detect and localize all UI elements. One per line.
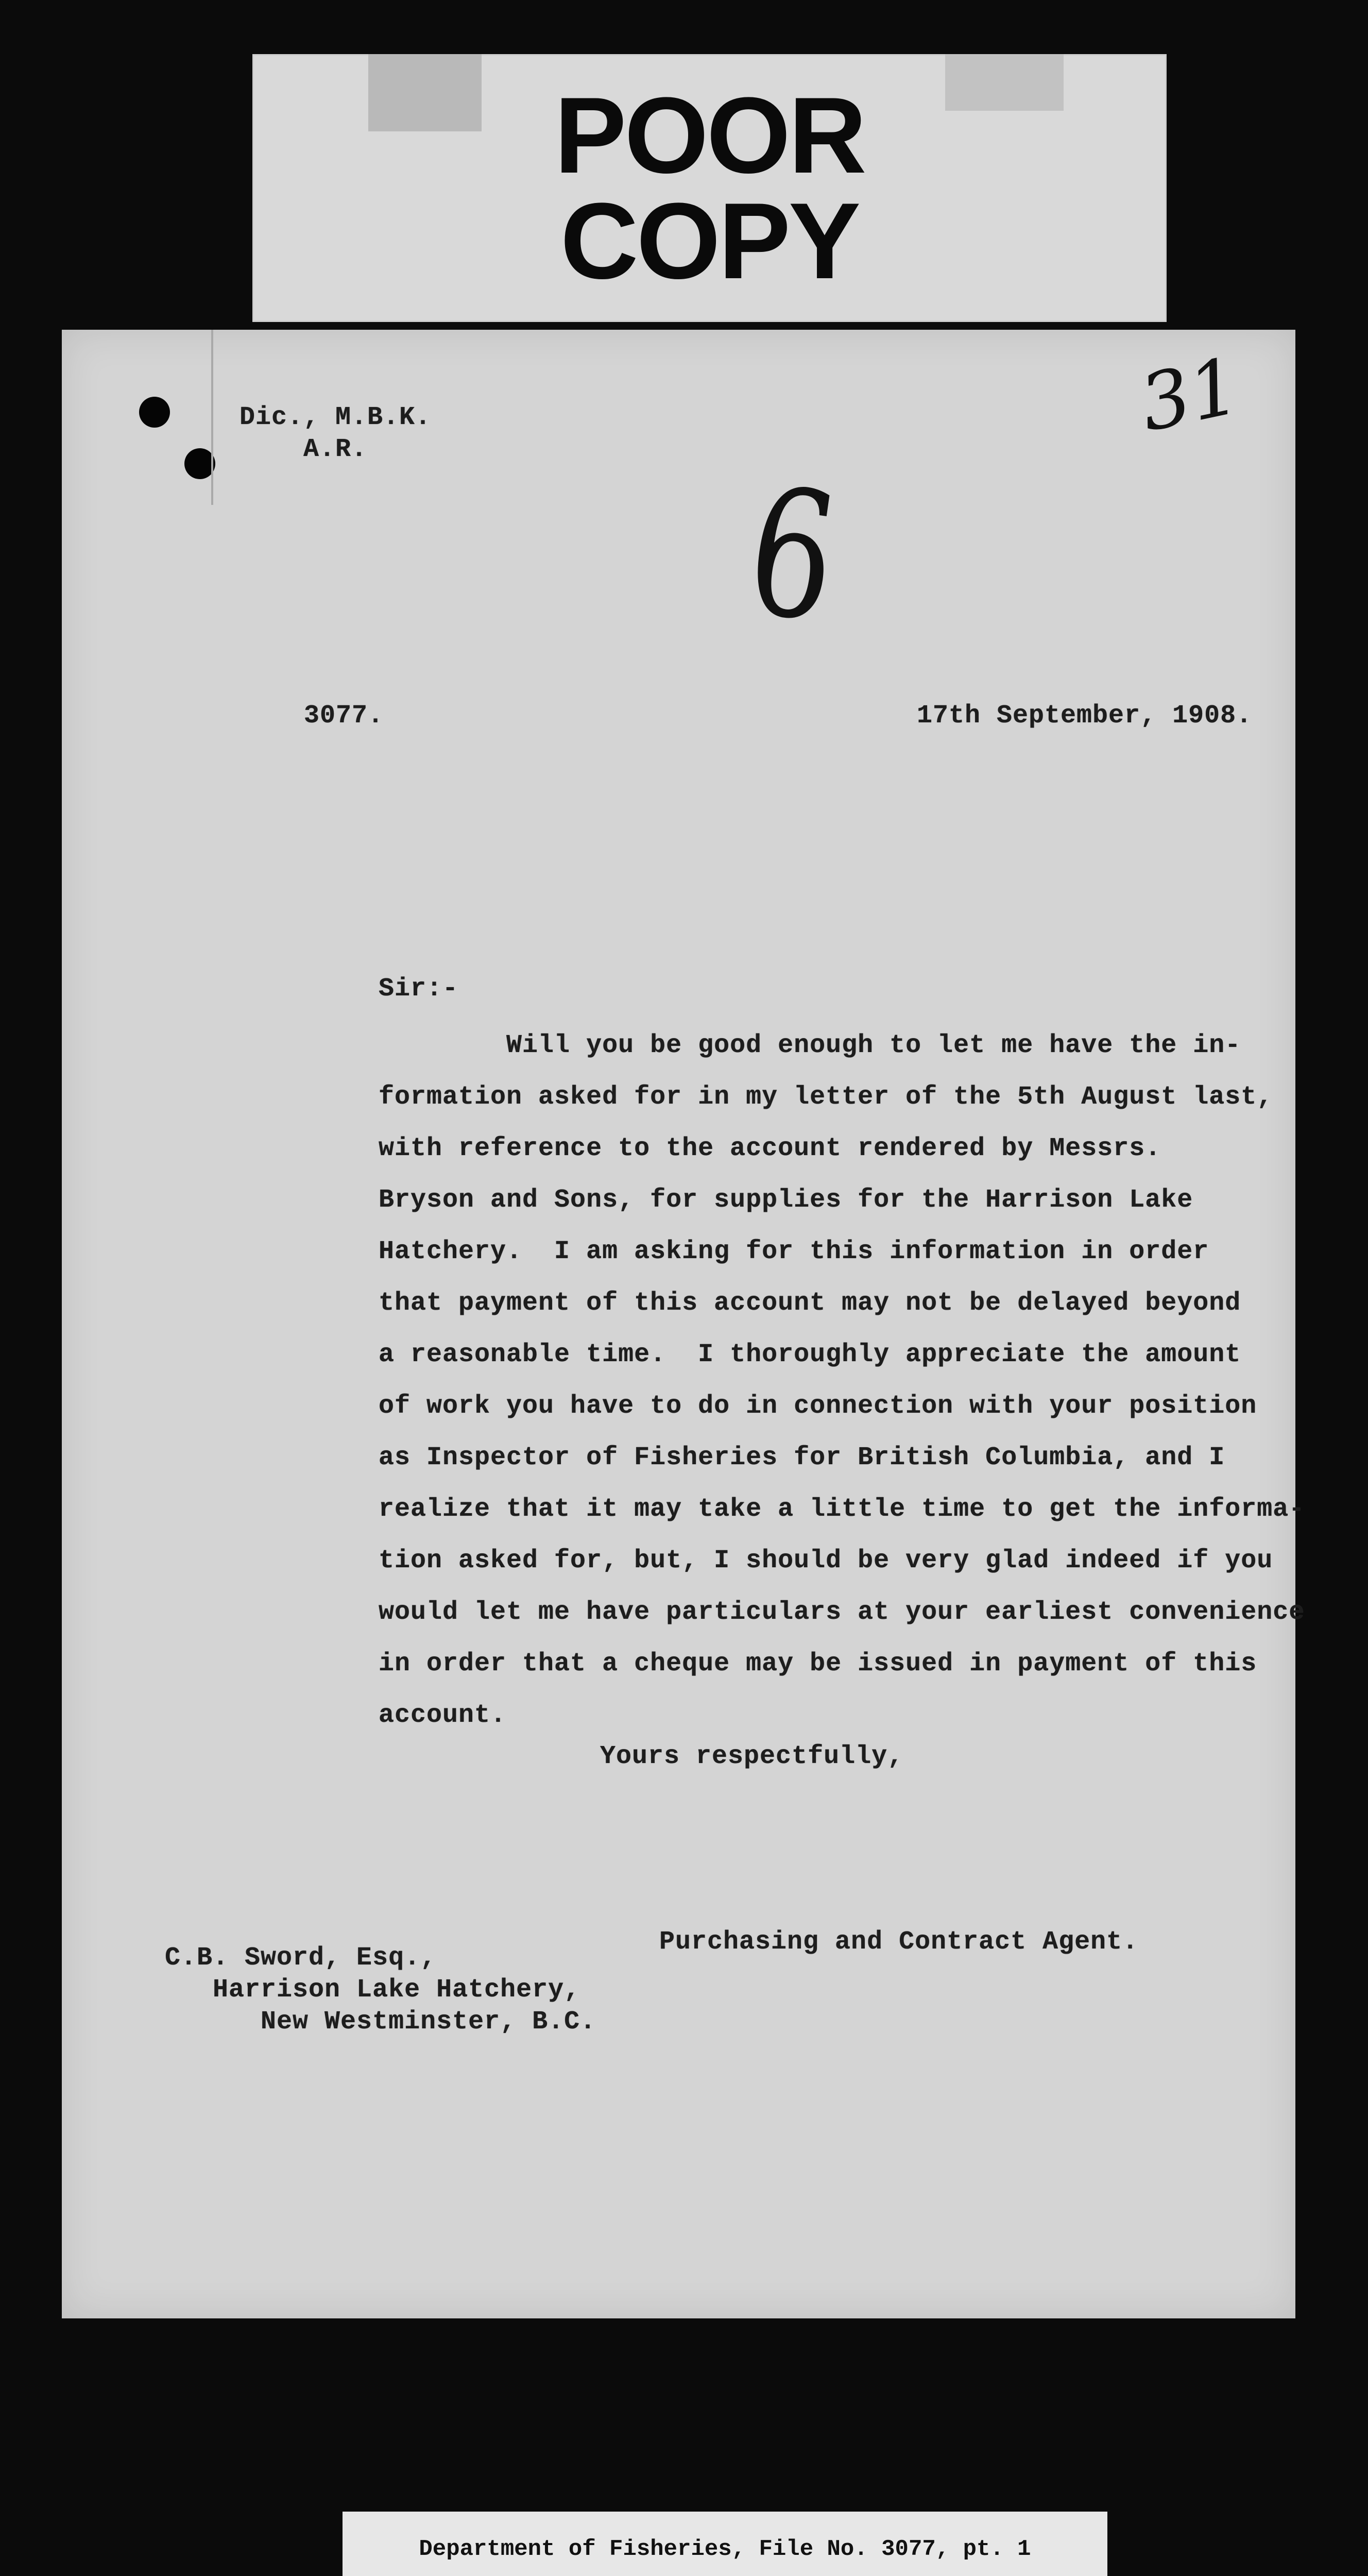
poor-copy-line-1: POOR bbox=[554, 75, 865, 196]
punch-hole bbox=[184, 448, 215, 479]
reference-initials: Dic., M.B.K. A.R. bbox=[240, 403, 432, 464]
fold-line bbox=[211, 330, 213, 505]
tape-strip bbox=[368, 54, 482, 131]
file-number: 3077. bbox=[304, 701, 384, 731]
recipient-address: C.B. Sword, Esq., Harrison Lake Hatchery, New Westminster, B.C. bbox=[165, 1943, 596, 2037]
handwritten-mark: 6 bbox=[737, 448, 848, 663]
letter-page bbox=[62, 330, 1305, 2318]
letter-date: 17th September, 1908. bbox=[917, 701, 1253, 731]
signature-title: Purchasing and Contract Agent. bbox=[659, 1927, 1139, 1957]
archive-file-label: Department of Fisheries, File No. 3077, pt. 1 bbox=[343, 2512, 1107, 2576]
punch-hole bbox=[139, 397, 170, 428]
letter-body: Will you be good enough to let me have the in- formation asked for in my letter of the 5th August last, with reference to the account rendered by Messrs. Bryson and Sons, for supplies for the Harrison Lake Hatchery. I am asking for this information in order that payment of this account may not be delayed beyond a reasonable time. I thoroughly appreciate the amount of work you have to do in connection with your position as Inspector of Fisheries for British Columbia, and I realize that it may take a little time to get the informa- tion asked for, but, I should be very glad indeed if you would let me have particulars at your earliest convenience in order that a cheque may be issued in payment of this account. bbox=[379, 1031, 1305, 1730]
tape-strip bbox=[945, 54, 1064, 111]
poor-copy-line-2: COPY bbox=[560, 180, 859, 301]
salutation: Sir:- bbox=[379, 974, 459, 1004]
closing: Yours respectfully, bbox=[600, 1742, 904, 1771]
poor-copy-stamp bbox=[252, 54, 1167, 322]
poor-copy-heading bbox=[554, 75, 865, 301]
handwritten-page-number: 31 bbox=[1132, 341, 1247, 449]
